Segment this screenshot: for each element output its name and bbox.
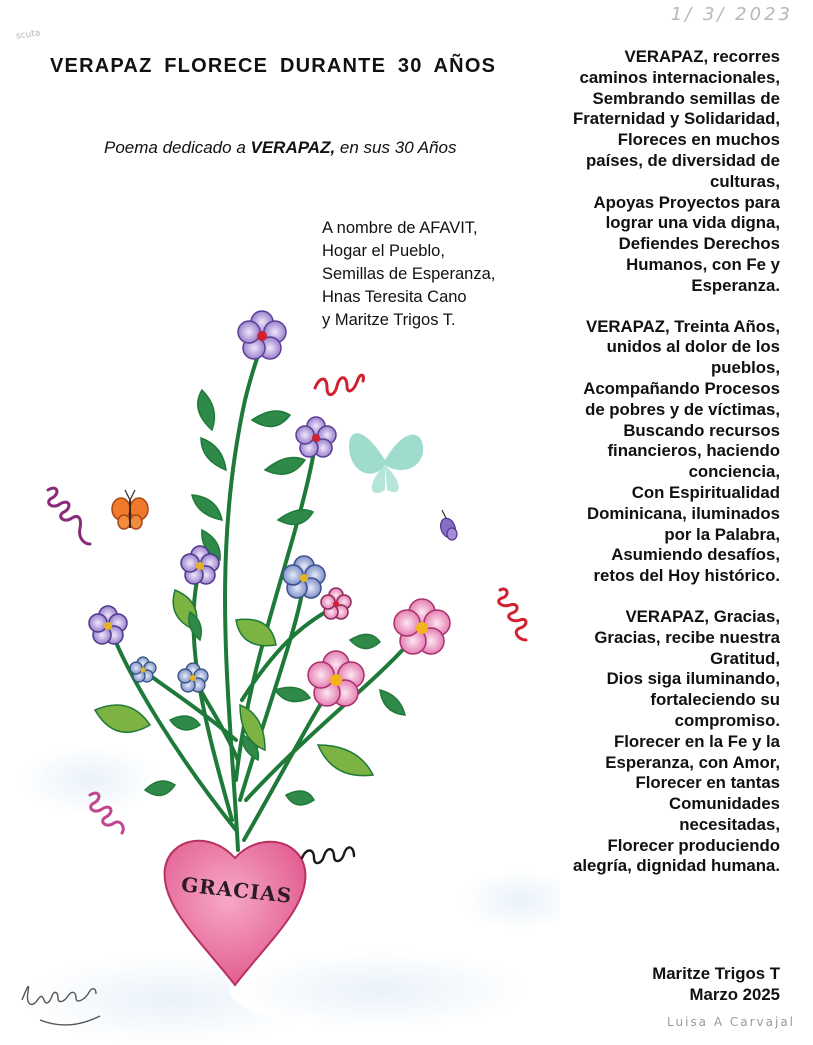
poem-line: países, de diversidad de: [585, 150, 780, 170]
poem-line: alegría, dignidad humana.: [572, 856, 780, 876]
stanza-1: [500, 47, 780, 297]
heart-text: GRACIAS: [180, 872, 294, 908]
flower-pink-small: [321, 588, 351, 619]
poem-line: conciencia,: [688, 462, 780, 482]
flower-purple-far-left: [89, 606, 127, 644]
poem-line: Gratitud,: [710, 648, 780, 668]
dedication-line: Hnas Teresita Cano: [322, 288, 467, 306]
poem-line: culturas,: [710, 171, 780, 191]
poem-line: unidos al dolor de los: [606, 337, 780, 357]
poem-line: Florecer en tantas: [635, 773, 780, 793]
poem-line: Defiendes Derechos: [618, 234, 780, 254]
poem-line: de pobres y de víctimas,: [585, 399, 780, 419]
dedication-line: A nombre de AFAVIT,: [322, 219, 478, 237]
poem-subtitle: [104, 138, 457, 158]
poem-line: Sembrando semillas de: [592, 88, 780, 108]
poem-line: fortaleciendo su: [650, 690, 780, 710]
poem-line: Buscando recursos: [623, 420, 780, 440]
poem-line: retos del Hoy histórico.: [593, 566, 780, 586]
poem-line: Dios siga iluminando,: [606, 669, 780, 689]
flower-pink-right: [394, 599, 450, 654]
flower-top-purple: [238, 311, 286, 359]
poem-line: lograr una vida digna,: [605, 213, 780, 233]
poem-body: [500, 47, 780, 897]
stanza-3: [500, 607, 780, 877]
author-signature: [652, 963, 780, 1005]
handwritten-corner-note: scuta: [15, 28, 41, 42]
poem-line: Florecer en la Fe y la: [613, 731, 780, 751]
purple-butterfly: [438, 510, 458, 540]
poem-line: Acompañando Procesos: [583, 378, 780, 398]
poem-line: VERAPAZ, Gracias,: [625, 606, 780, 626]
poem-line: Apoyas Proyectos para: [593, 192, 780, 212]
poem-line: Esperanza.: [691, 275, 780, 295]
poem-line: Esperanza, con Amor,: [605, 752, 780, 772]
poem-date: Marzo 2025: [689, 985, 780, 1004]
poem-line: Fraternidad y Solidaridad,: [572, 109, 780, 129]
flower-pink-center: [308, 651, 364, 706]
green-butterfly: [349, 433, 423, 493]
poem-line: Asumiendo desafíos,: [611, 545, 780, 565]
handwritten-date: 1/ 3/ 2023: [670, 4, 793, 25]
subtitle-suffix: en sus 30 Años: [335, 138, 457, 157]
stanza-2: [500, 317, 780, 587]
flower-purple-mid: [296, 417, 336, 457]
poem-line: Con Espiritualidad: [631, 482, 780, 502]
poem-line: Dominicana, iluminados: [586, 503, 780, 523]
dedication-block: [322, 217, 495, 332]
dedication-line: Hogar el Pueblo,: [322, 242, 445, 260]
poem-line: VERAPAZ, recorres: [624, 47, 780, 66]
poem-line: VERAPAZ, Treinta Años,: [586, 316, 780, 336]
flower-blue-small-left: [130, 657, 156, 682]
author-name: Maritze Trigos T: [652, 964, 780, 983]
flower-blue-center: [283, 556, 325, 598]
flower-blue-small-center: [178, 663, 208, 692]
handwritten-artist-name: Luisa A Carvajal: [667, 1015, 795, 1029]
poem-title: VERAPAZ FLORECE DURANTE 30 AÑOS: [50, 55, 497, 77]
poem-line: caminos internacionales,: [579, 67, 780, 87]
poem-line: Floreces en muchos: [617, 130, 780, 150]
poem-line: compromiso.: [674, 710, 780, 730]
poem-line: por la Palabra,: [664, 524, 780, 544]
poem-line: Gracias, recibe nuestra: [594, 627, 780, 647]
poem-line: Florecer produciendo: [607, 835, 780, 855]
subtitle-prefix: Poema dedicado a: [104, 138, 251, 157]
poem-line: pueblos,: [711, 358, 780, 378]
orange-butterfly: [112, 490, 148, 529]
dedication-line: y Maritze Trigos T.: [322, 311, 456, 329]
dedication-line: Semillas de Esperanza,: [322, 265, 496, 283]
subtitle-emphasis: VERAPAZ,: [250, 138, 336, 157]
poem-line: financieros, haciendo: [607, 441, 780, 461]
poem-line: necesitadas,: [679, 814, 780, 834]
poem-line: Humanos, con Fe y: [626, 254, 780, 274]
poem-line: Comunidades: [669, 794, 780, 814]
